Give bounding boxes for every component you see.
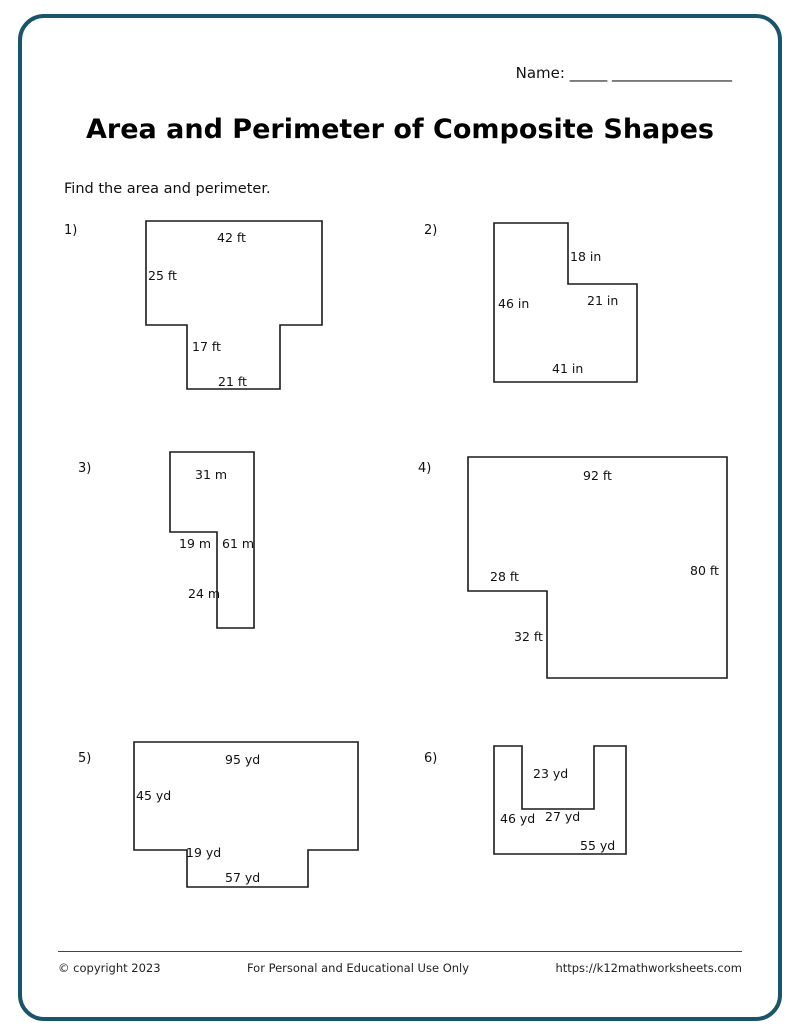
shape-1-label-mid: 17 ft [192, 339, 221, 354]
shape-2-label-bottom: 41 in [552, 361, 584, 376]
name-field[interactable] [516, 64, 732, 82]
shape-1-label-bottom: 21 ft [218, 374, 247, 389]
footer-usage: For Personal and Educational Use Only [246, 961, 470, 975]
problem-number-3: 3) [78, 461, 92, 476]
shape-2-label-top: 18 in [570, 249, 602, 264]
shape-5-label-left: 45 yd [136, 788, 172, 803]
shape-2-label-right: 21 in [587, 293, 619, 308]
problem-number-1: 1) [64, 223, 78, 238]
shape-5-label-top: 95 yd [225, 752, 261, 767]
shape-2-label-left: 46 in [498, 296, 530, 311]
shape-4-label-right: 80 ft [690, 563, 719, 578]
shape-4-label-top: 92 ft [583, 468, 612, 483]
problem-number-6: 6) [424, 751, 438, 766]
worksheet-page [18, 14, 782, 1021]
shape-5-label-bottom: 57 yd [225, 870, 261, 885]
footer [58, 951, 742, 975]
problem-number-4: 4) [418, 461, 432, 476]
shape-6-label-inner: 27 yd [545, 809, 581, 824]
shape-6 [474, 730, 674, 880]
shape-6-label-left: 46 yd [500, 811, 536, 826]
name-label: Name: [515, 64, 565, 82]
shape-6-label-bottom: 55 yd [580, 838, 616, 853]
footer-copyright: © copyright 2023 [58, 961, 161, 975]
shape-6-label-inner-top: 23 yd [533, 766, 569, 781]
shape-4-label-bottom: 32 ft [514, 629, 543, 644]
name-blank: _____ ________________ [569, 64, 732, 82]
shape-3-label-bottom: 24 m [188, 586, 221, 601]
problem-number-5: 5) [78, 751, 92, 766]
shape-3-label-top: 31 m [195, 467, 228, 482]
instructions: Find the area and perimeter. [64, 181, 271, 197]
shape-1-label-top: 42 ft [217, 230, 246, 245]
shape-1-label-left: 25 ft [148, 268, 177, 283]
footer-url[interactable]: https://k12mathworksheets.com [555, 961, 742, 975]
shape-4-label-left: 28 ft [490, 569, 519, 584]
shape-5-label-mid: 19 yd [186, 845, 222, 860]
page-title: Area and Perimeter of Composite Shapes [86, 114, 714, 145]
shape-3-label-left: 19 m [179, 536, 212, 551]
shape-3-label-right: 61 m [222, 536, 255, 551]
problem-number-2: 2) [424, 223, 438, 238]
